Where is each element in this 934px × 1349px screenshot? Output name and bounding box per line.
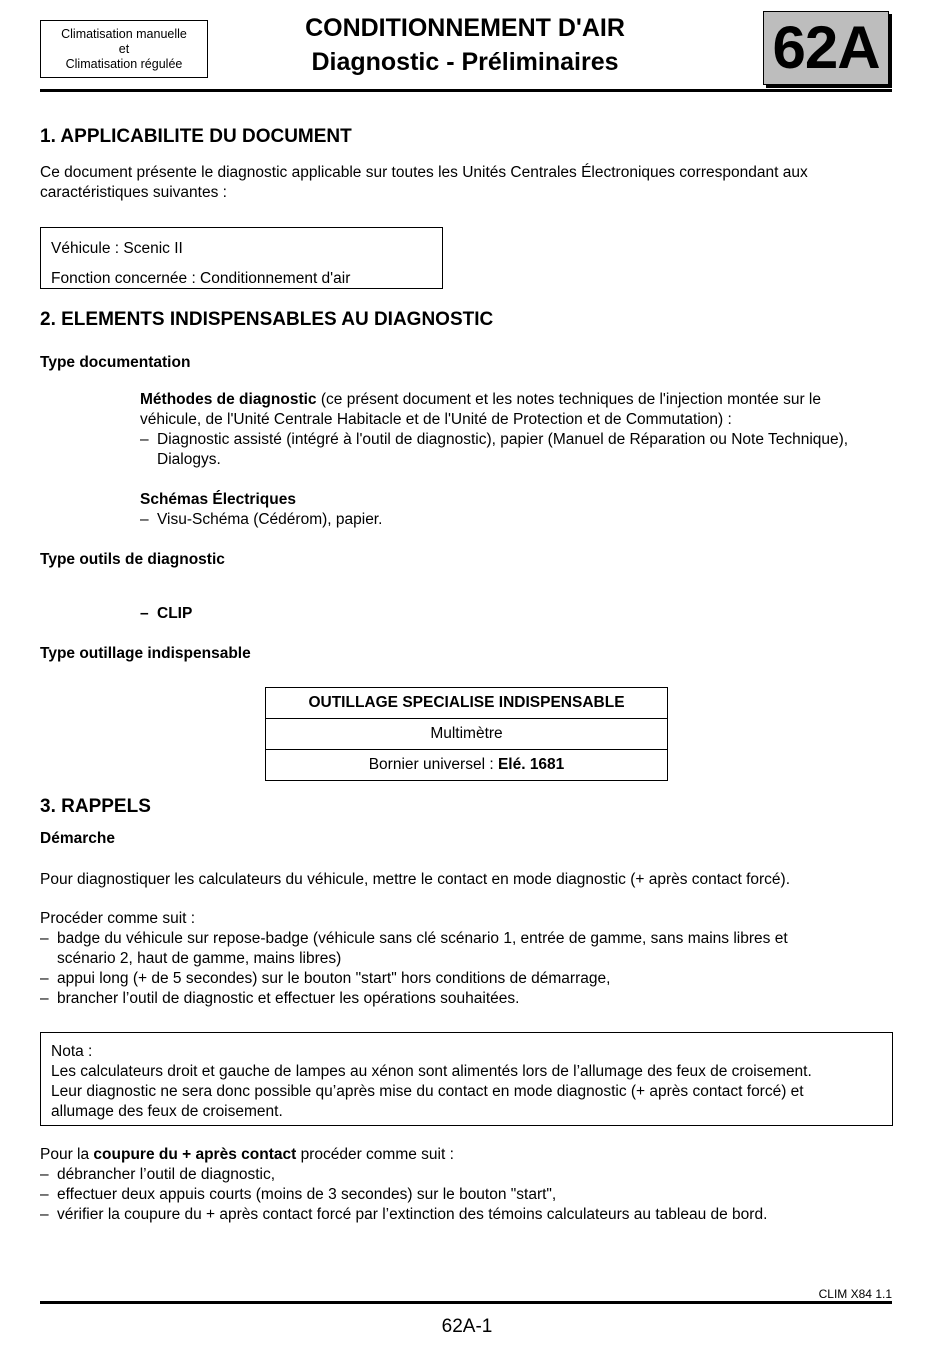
- nota-line-3: allumage des feux de croisement.: [51, 1103, 283, 1120]
- cut-bold: coupure du + après contact: [93, 1146, 297, 1163]
- cut-procedure-block: [40, 1145, 900, 1225]
- list-item: – vérifier la coupure du + après contact forcé par l’extinction des témoins calculateurs au tableau de bord.: [40, 1206, 768, 1223]
- section-3-intro: Pour diagnostiquer les calculateurs du véhicule, mettre le contact en mode diagnostic (+ après contact forcé).: [40, 871, 791, 888]
- section-3-heading: 3. RAPPELS: [40, 796, 151, 817]
- methods-item-line-2: Dialogys.: [157, 451, 221, 468]
- cut-step-2: effectuer deux appuis courts (moins de 3 secondes) sur le bouton "start",: [57, 1186, 557, 1203]
- procedure-block: [40, 909, 900, 1009]
- page-title: CONDITIONNEMENT D'AIR: [305, 14, 625, 42]
- methods-label: Méthodes de diagnostic: [140, 391, 317, 408]
- schemas-label: Schémas Électriques: [140, 491, 296, 508]
- tool-item-clip: CLIP: [157, 605, 193, 622]
- methods-line-1: [140, 390, 900, 410]
- type-documentation-heading: Type documentation: [40, 354, 191, 371]
- cut-step-3: vérifier la coupure du + après contact forcé par l’extinction des témoins calculateurs au tableau de bord.: [57, 1206, 768, 1223]
- procedure-intro: Procéder comme suit :: [40, 910, 196, 927]
- vehicle-label: Véhicule : Scenic II: [51, 240, 183, 257]
- type-tools-heading: Type outils de diagnostic: [40, 551, 225, 568]
- demarche-heading: Démarche: [40, 830, 115, 847]
- document-reference: CLIM X84 1.1: [818, 1287, 892, 1301]
- bornier-label: Bornier universel :: [368, 756, 498, 773]
- step-2: appui long (+ de 5 secondes) sur le bouton "start" hors conditions de démarrage,: [57, 970, 611, 987]
- scope-line-3: Climatisation régulée: [65, 56, 183, 71]
- equipment-table: [265, 687, 668, 781]
- type-equipment-heading: Type outillage indispensable: [40, 645, 251, 662]
- tool-list: [140, 604, 900, 624]
- nota-box: [40, 1032, 893, 1126]
- intro-line-1: Ce document présente le diagnostic applicable sur toutes les Unités Centrales Électroniques correspondant aux: [40, 164, 808, 181]
- table-row: [266, 719, 668, 750]
- intro-line-2: caractéristiques suivantes :: [40, 184, 227, 201]
- scope-line-2: et: [118, 41, 130, 56]
- list-item: – Visu-Schéma (Cédérom), papier.: [140, 511, 383, 528]
- table-cell: [266, 750, 668, 781]
- methods-block: [140, 390, 900, 470]
- list-item: – CLIP: [140, 605, 193, 622]
- title-block: [240, 12, 690, 80]
- function-label: Fonction concernée : Conditionnement d'air: [51, 270, 351, 287]
- section-1-heading: 1. APPLICABILITE DU DOCUMENT: [40, 126, 352, 147]
- step-1-line-1: badge du véhicule sur repose-badge (véhicule sans clé scénario 1, entrée de gamme, sans mains libres et: [57, 930, 788, 947]
- cut-intro: [40, 1145, 900, 1165]
- page-number: 62A-1: [441, 1316, 493, 1337]
- cut-suffix: procéder comme suit :: [296, 1146, 454, 1163]
- list-item: – brancher l’outil de diagnostic et effectuer les opérations souhaitées.: [40, 990, 520, 1007]
- header-divider: [40, 89, 892, 92]
- applicability-box: [40, 227, 443, 289]
- table-row: [266, 688, 668, 719]
- table-header-cell: OUTILLAGE SPECIALISE INDISPENSABLE: [266, 688, 668, 719]
- step-1-line-2: scénario 2, haut de gamme, mains libres): [57, 950, 342, 967]
- section-1-intro: [40, 163, 808, 203]
- list-item: – débrancher l’outil de diagnostic,: [40, 1166, 275, 1183]
- section-code-badge: 62A: [763, 11, 889, 85]
- page-subtitle: Diagnostic - Préliminaires: [311, 48, 619, 76]
- cut-step-1: débrancher l’outil de diagnostic,: [57, 1166, 275, 1183]
- table-cell: Multimètre: [266, 719, 668, 750]
- methods-text-1: (ce présent document et les notes techniques de l'injection montée sur le: [316, 391, 821, 408]
- list-item: – effectuer deux appuis courts (moins de 3 secondes) sur le bouton "start",: [40, 1186, 557, 1203]
- scope-box: [40, 20, 208, 78]
- schemas-block: [140, 490, 900, 530]
- nota-line-1: Les calculateurs droit et gauche de lampes au xénon sont alimentés lors de l’allumage des feux de croisement.: [51, 1063, 812, 1080]
- bornier-ref: Elé. 1681: [497, 756, 565, 773]
- step-3: brancher l’outil de diagnostic et effectuer les opérations souhaitées.: [57, 990, 520, 1007]
- list-item: – badge du véhicule sur repose-badge (véhicule sans clé scénario 1, entrée de gamme, sans mains libres et scénario 2, haut de gamme, mains libres): [40, 930, 788, 967]
- methods-line-2: véhicule, de l'Unité Centrale Habitacle et de l'Unité de Protection et de Commutation) :: [140, 411, 732, 428]
- table-row: [266, 750, 668, 781]
- schemas-item: Visu-Schéma (Cédérom), papier.: [157, 511, 383, 528]
- footer-divider: [40, 1301, 892, 1304]
- methods-item-line-1: Diagnostic assisté (intégré à l'outil de diagnostic), papier (Manuel de Réparation ou Note Technique),: [157, 431, 849, 448]
- list-item: – Diagnostic assisté (intégré à l'outil de diagnostic), papier (Manuel de Réparation ou Note Technique), Dialogys.: [140, 431, 849, 468]
- scope-line-1: Climatisation manuelle: [61, 26, 187, 41]
- nota-label: Nota :: [51, 1043, 93, 1060]
- section-2-heading: 2. ELEMENTS INDISPENSABLES AU DIAGNOSTIC: [40, 309, 494, 330]
- cut-prefix: Pour la: [40, 1146, 94, 1163]
- nota-line-2: Leur diagnostic ne sera donc possible qu’après mise du contact en mode diagnostic (+ après contact forcé) et: [51, 1083, 804, 1100]
- list-item: – appui long (+ de 5 secondes) sur le bouton "start" hors conditions de démarrage,: [40, 970, 611, 987]
